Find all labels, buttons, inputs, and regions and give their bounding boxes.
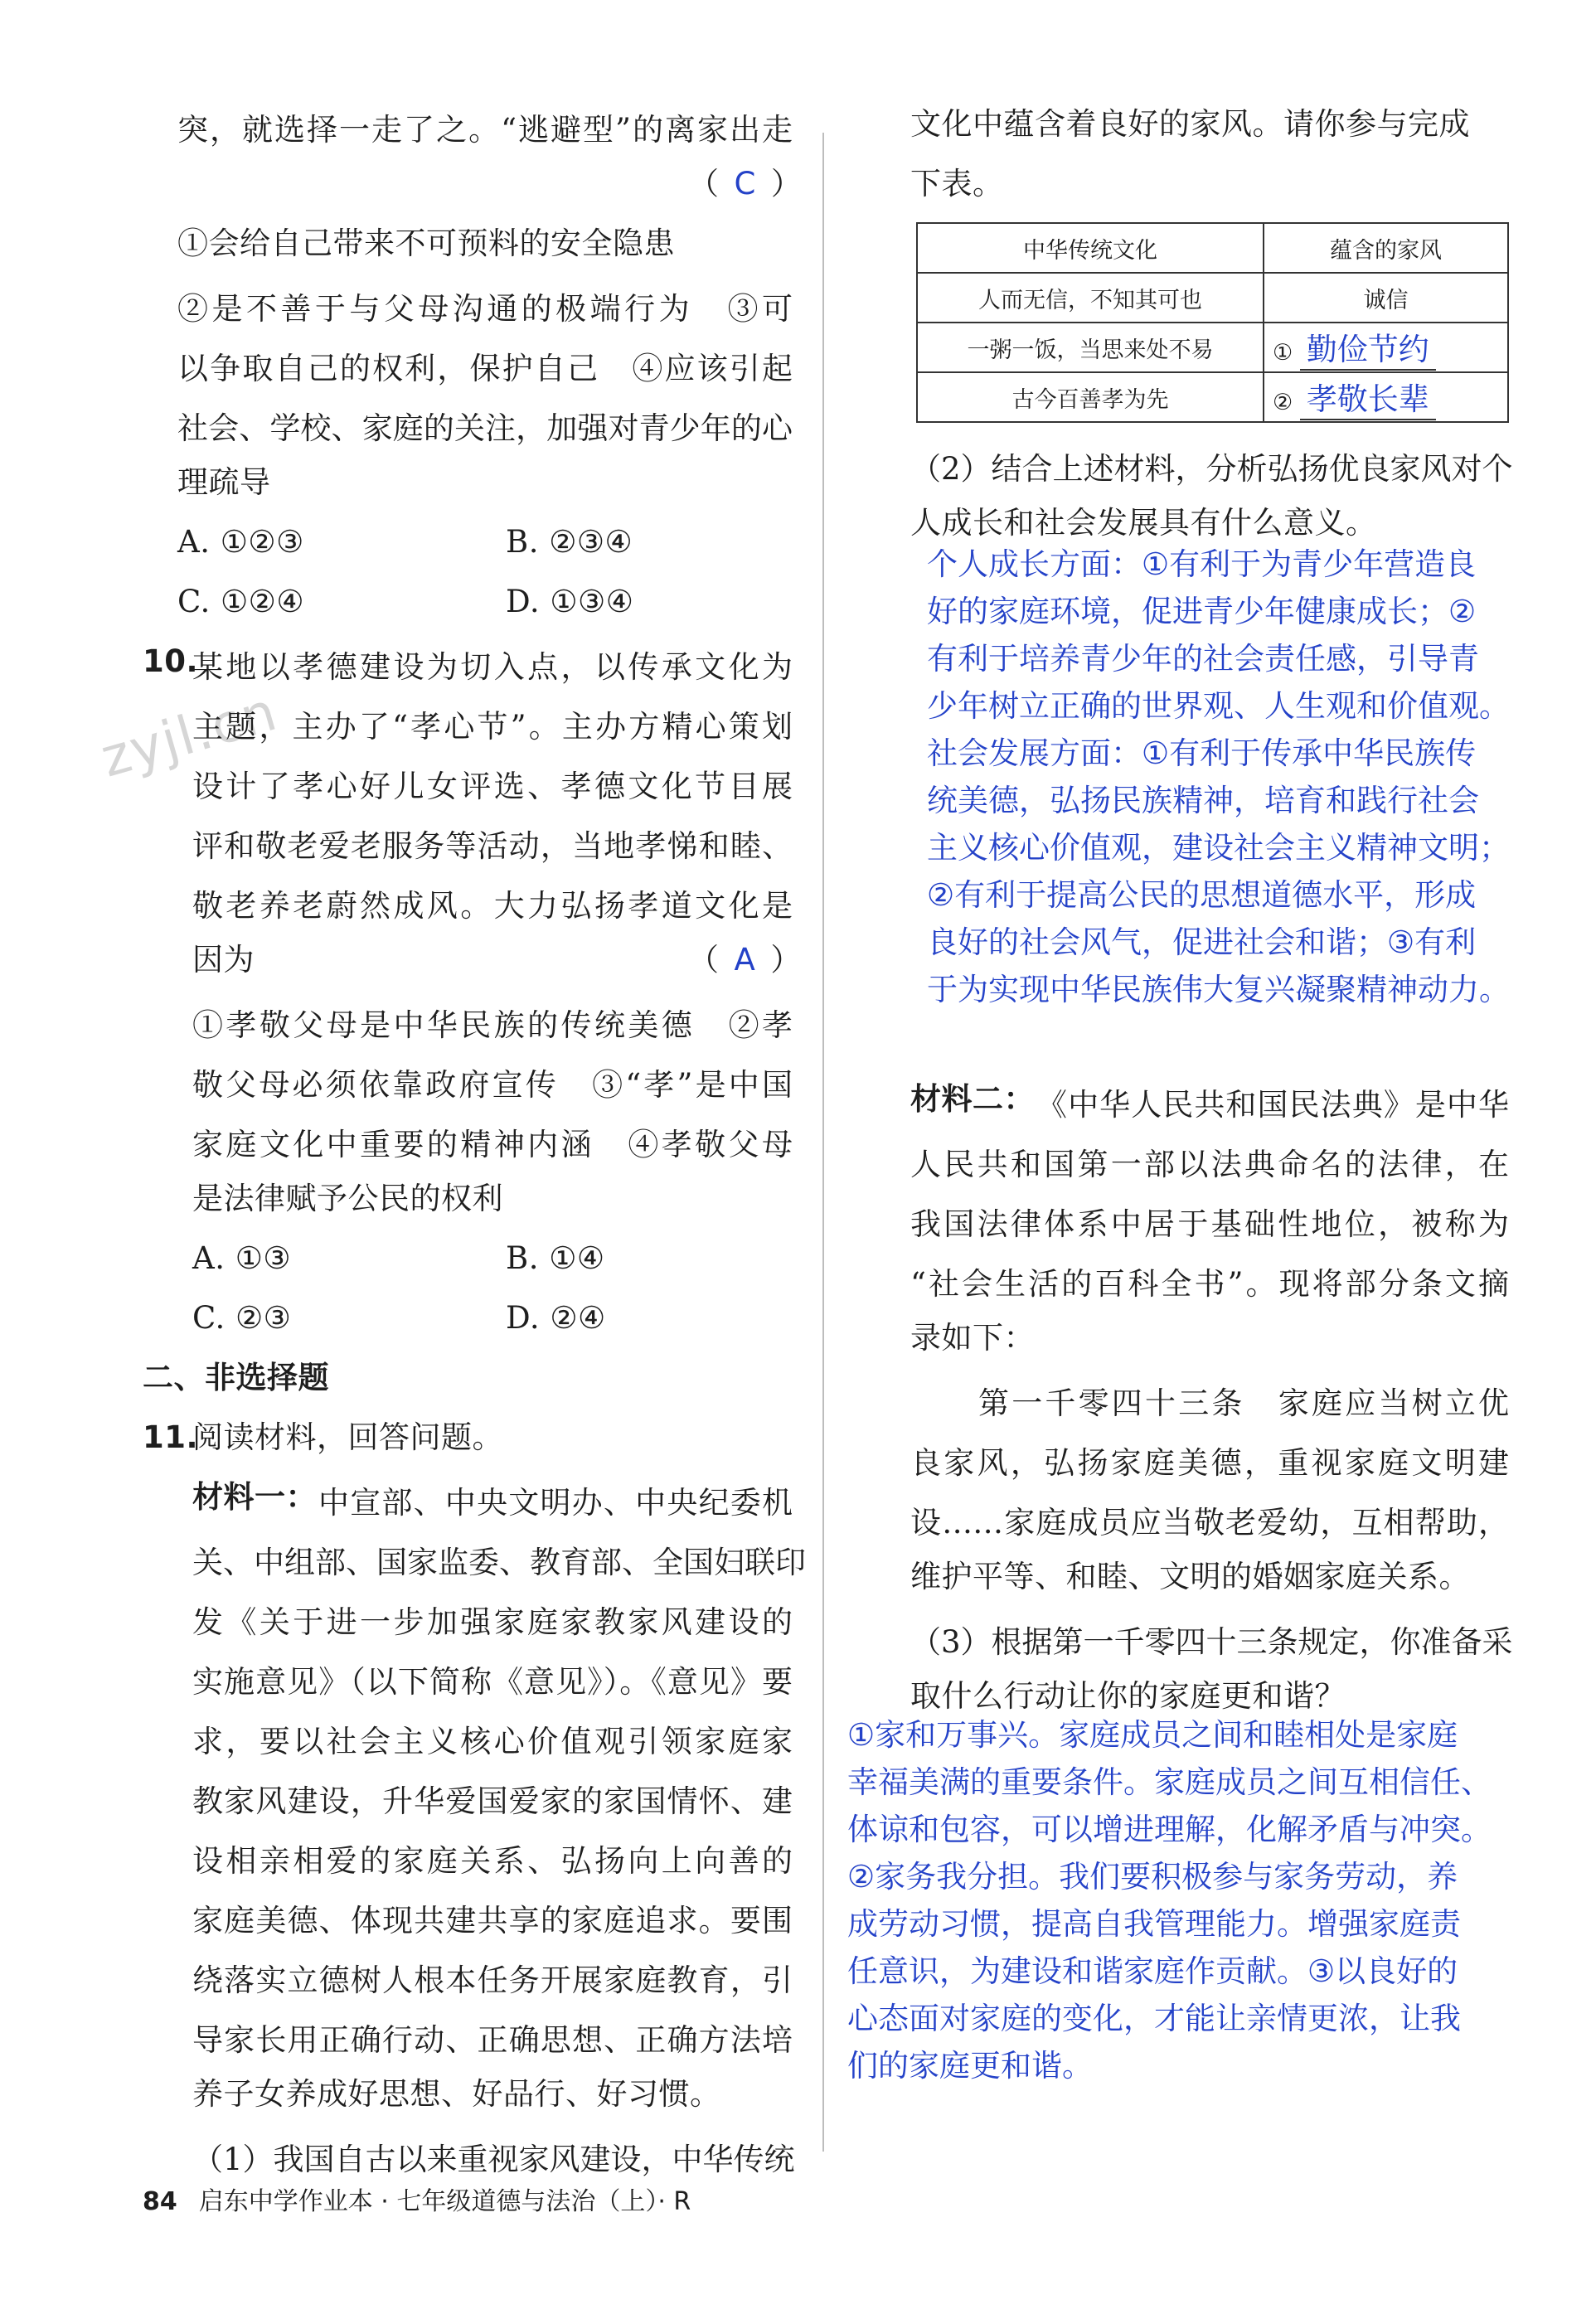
table-marker: ②	[1273, 390, 1293, 415]
table-header: 中华传统文化	[917, 223, 1264, 273]
answer3-line: 体谅和包容，可以增进理解，化解矛盾与冲突。	[847, 1812, 1492, 1847]
q10-stem-line: 设计了孝心好儿女评选、孝德文化节目展	[192, 769, 793, 804]
sub1-question-cont: 文化中蕴含着良好的家风。请你参与完成	[910, 106, 1470, 142]
table-cell-culture: 古今百善孝为先	[917, 372, 1264, 422]
material1-label: 材料一：	[192, 1479, 317, 1515]
table-header-row	[917, 223, 1508, 273]
q10-option-line: 家庭文化中重要的精神内涵 ④孝敬父母	[192, 1127, 793, 1162]
answer2-line: ②有利于提高公民的思想道德水平，形成	[927, 877, 1477, 913]
answer2-line: 良好的社会风气，促进社会和谐；③有利	[927, 924, 1477, 960]
table-cell-answer	[1264, 372, 1508, 422]
material1-line: 发《关于进一步加强家庭家教家风建设的	[192, 1604, 793, 1640]
book-title: 启东中学作业本 · 七年级道德与法治（上）· R	[198, 2187, 691, 2216]
q9-option-line: 社会、学校、家庭的关注，加强对青少年的心	[177, 410, 793, 446]
material2-line: 人民共和国第一部以法典命名的法律，在	[910, 1147, 1509, 1182]
page-footer	[143, 2181, 691, 2217]
sub3-question: （3）根据第一千零四十三条规定，你准备采	[910, 1624, 1513, 1660]
q9-choice-c: C. ①②④	[177, 584, 305, 619]
answer3-line: ①家和万事兴。家庭成员之间和睦相处是家庭	[847, 1717, 1458, 1753]
material1-line: 家庭美德、体现共建共享的家庭追求。要围	[192, 1903, 793, 1938]
material1-line: 求，要以社会主义核心价值观引领家庭家	[192, 1724, 793, 1759]
answer2-line: 统美德，弘扬民族精神，培育和践行社会	[927, 783, 1479, 818]
sub1-question-cont: 下表。	[910, 166, 1004, 201]
q9-answer-bracket: （ C ）	[688, 166, 803, 201]
answer2-line: 主义核心价值观，建设社会主义精神文明；	[927, 830, 1510, 866]
answer3-line: 幸福美满的重要条件。家庭成员之间互相信任、	[847, 1764, 1492, 1800]
answer2-line: 于为实现中华民族伟大复兴凝聚精神动力。	[927, 972, 1510, 1007]
material1-line: 实施意见》（以下简称《意见》）。《意见》要	[192, 1664, 793, 1700]
q10-choice-d: D. ②④	[506, 1300, 606, 1336]
q10-option-line: ①孝敬父母是中华民族的传统美德 ②孝	[192, 1007, 793, 1043]
answer2-line: 社会发展方面：①有利于传承中华民族传	[927, 735, 1477, 771]
q10-stem-line: 某地以孝德建设为切入点，以传承文化为	[192, 649, 793, 685]
q9-answer: C	[734, 166, 756, 201]
article-line: 设……家庭成员应当敬老爱幼，互相帮助，	[910, 1505, 1509, 1540]
q9-choice-d: D. ①③④	[506, 584, 634, 619]
q11-intro: 阅读材料，回答问题。	[192, 1419, 503, 1455]
q9-option-line: 以争取自己的权利，保护自己 ④应该引起	[177, 351, 793, 386]
material2-line: 《中华人民共和国民法典》是中华	[1036, 1087, 1509, 1123]
q10-option-line: 敬父母必须依靠政府宣传 ③“孝”是中国	[192, 1067, 793, 1103]
q10-answer: A	[734, 942, 756, 978]
material1-line: 养子女养成好思想、好品行、好习惯。	[192, 2076, 721, 2112]
answer2-line: 好的家庭环境，促进青少年健康成长；②	[927, 594, 1477, 629]
article-line: 第一千零四十三条 家庭应当树立优	[978, 1385, 1509, 1421]
answer3-line: 成劳动习惯，提高自我管理能力。增强家庭责	[847, 1906, 1461, 1942]
sub2-question: 人成长和社会发展具有什么意义。	[910, 505, 1377, 541]
q10-choice-a: A. ①③	[192, 1240, 292, 1276]
table-cell-culture: 人而无信，不知其可也	[917, 273, 1264, 323]
column-divider	[822, 133, 824, 2152]
material1-line: 中宣部、中央文明办、中央纪委机	[318, 1485, 793, 1521]
q9-choice-b: B. ②③④	[506, 524, 633, 560]
material1-line: 关、中组部、国家监委、教育部、全国妇联印	[192, 1545, 806, 1580]
q11-number: 11.	[143, 1419, 199, 1455]
table-marker: ①	[1273, 340, 1293, 366]
sub2-question: （2）结合上述材料，分析弘扬优良家风对个	[910, 451, 1513, 487]
material1-line: 导家长用正确行动、正确思想、正确方法培	[192, 2022, 793, 2058]
answer3-line: 们的家庭更和谐。	[847, 2048, 1093, 2084]
answer3-line: 心态面对家庭的变化，才能让亲情更浓，让我	[847, 2001, 1461, 2036]
q10-answer-bracket: （ A ）	[688, 942, 802, 978]
material1-line: 绕落实立德树人根本任务开展家庭教育，引	[192, 1963, 793, 1998]
q10-stem-line: 因为	[192, 942, 255, 978]
article-line: 良家风，弘扬家庭美德，重视家庭文明建	[910, 1445, 1509, 1481]
table-header: 蕴含的家风	[1264, 223, 1508, 273]
q9-option-line: ①会给自己带来不可预料的安全隐患	[177, 226, 675, 261]
material2-line: 录如下：	[910, 1320, 1035, 1356]
sub3-question: 取什么行动让你的家庭更和谐？	[910, 1678, 1346, 1714]
q10-option-line: 是法律赋予公民的权利	[192, 1181, 503, 1216]
q10-choice-b: B. ①④	[506, 1240, 605, 1276]
q10-stem-line: 敬老养老蔚然成风。大力弘扬孝道文化是	[192, 888, 793, 924]
q10-choice-c: C. ②③	[192, 1300, 292, 1336]
sub1-question: （1）我国自古以来重视家风建设，中华传统	[192, 2142, 795, 2177]
q9-tail-line: 突，就选择一走了之。“逃避型”的离家出走	[177, 112, 793, 148]
material2-label: 材料二：	[910, 1081, 1035, 1117]
answer-frugality: 勤俭节约	[1300, 324, 1436, 371]
answer2-line: 少年树立正确的世界观、人生观和价值观。	[927, 688, 1510, 724]
table-cell-culture: 一粥一饭，当思来处不易	[917, 323, 1264, 372]
answer3-line: 任意识，为建设和谐家庭作贡献。③以良好的	[847, 1953, 1458, 1989]
q10-number: 10.	[143, 643, 199, 679]
answer-filial-piety: 孝敬长辈	[1300, 374, 1436, 420]
material1-line: 设相亲相爱的家庭关系、弘扬向上向善的	[192, 1843, 793, 1879]
page-number: 84	[143, 2187, 177, 2216]
q9-choice-a: A. ①②③	[177, 524, 304, 560]
section-title: 二、非选择题	[143, 1360, 329, 1395]
material1-line: 教家风建设，升华爱国爱家的家国情怀、建	[192, 1783, 793, 1819]
material2-line: 我国法律体系中居于基础性地位，被称为	[910, 1206, 1509, 1242]
q10-stem-line: 评和敬老爱老服务等活动，当地孝悌和睦、	[192, 828, 793, 864]
q9-option-line: 理疏导	[177, 464, 271, 500]
table-cell-value: 诚信	[1264, 273, 1508, 323]
article-line: 维护平等、和睦、文明的婚姻家庭关系。	[910, 1559, 1470, 1594]
table-row	[917, 323, 1508, 372]
family-tradition-table	[916, 222, 1509, 423]
answer2-line: 有利于培养青少年的社会责任感，引导青	[927, 641, 1479, 677]
q10-stem-line: 主题，主办了“孝心节”。主办方精心策划	[192, 709, 793, 745]
material2-line: “社会生活的百科全书”。现将部分条文摘	[910, 1266, 1509, 1302]
table-row	[917, 372, 1508, 422]
watermark: zyjl.cn	[95, 681, 285, 790]
q9-option-line: ②是不善于与父母沟通的极端行为 ③可	[177, 291, 793, 327]
answer3-line: ②家务我分担。我们要积极参与家务劳动，养	[847, 1859, 1458, 1895]
table-cell-answer	[1264, 323, 1508, 372]
table-row	[917, 273, 1508, 323]
answer2-line: 个人成长方面：①有利于为青少年营造良	[927, 546, 1477, 582]
